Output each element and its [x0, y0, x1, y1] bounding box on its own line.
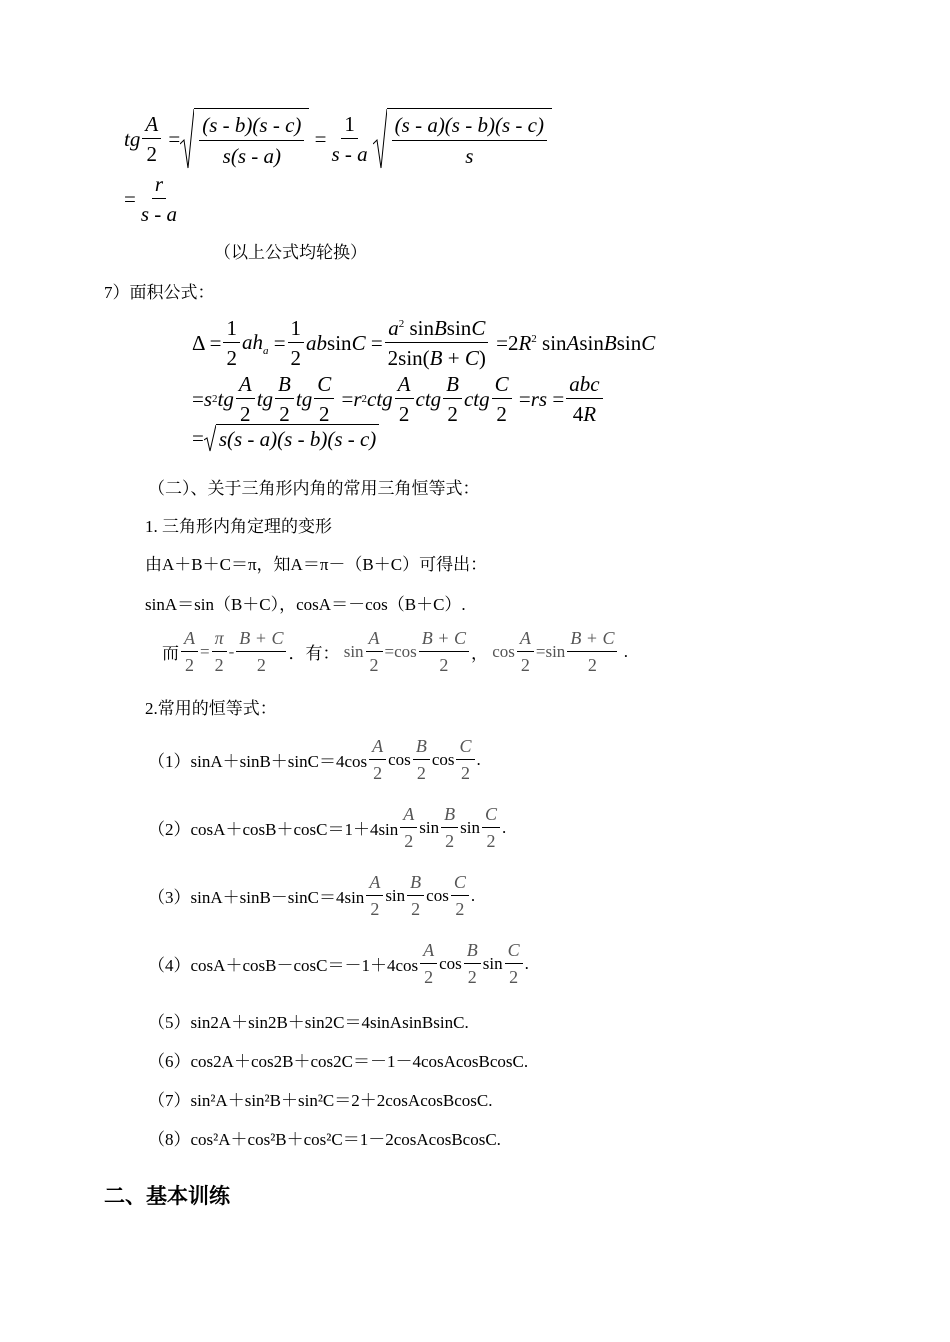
- area-formula-line3: = s(s - a)(s - b)(s - c): [192, 424, 379, 452]
- note-rotate: （以上公式均轮换）: [214, 243, 367, 262]
- identity-3: （3） sinA＋sinB－sinC＝4sin $\frac{A}{2}$ sin $\frac{B}{2}$ cos $\frac{C}{2}$ .: [148, 872, 476, 919]
- identity-5: （5） sin2A＋sin2B＋sin2C＝4sinAsinBsinC.: [148, 1013, 469, 1032]
- identity-7: （7） sin²A＋sin²B＋sin²C＝2＋2cosAcosBcosC.: [148, 1091, 493, 1110]
- item1-line1: 由A＋B＋C＝π，知A＝π－（B＋C）可得出：: [145, 555, 488, 574]
- area-formula-line2: = s 2 tg $\frac{A}{2}$ tg $\frac{B}{2}$ tg $\frac{C}{2}$ = r 2 ctg $\frac{A}{2}$ ctg $\frac{B}{2}$ ctg $\frac{C}{2}$ = rs = $\frac{\text{abc}}{4R}$: [192, 372, 605, 426]
- formula-tg-half-angle-r: = $\frac{r}{s - a}$: [124, 172, 178, 227]
- identity-6: （6） cos2A＋cos2B＋cos2C＝－1－4cosAcosBcosC.: [148, 1052, 529, 1071]
- identity-2: （2） cosA＋cosB＋cosC＝1＋4sin $\frac{A}{2}$ sin $\frac{B}{2}$ sin $\frac{C}{2}$ .: [148, 804, 507, 851]
- item1-line2: sinA＝sin（B＋C），cosA＝－cos（B＋C）.: [145, 595, 466, 614]
- item2-title: 2.常用的恒等式：: [145, 699, 277, 718]
- section2-title: （二）、关于三角形内角的常用三角恒等式：: [148, 479, 480, 498]
- item1-title: 1. 三角形内角定理的变形: [145, 517, 332, 536]
- identity-4: （4） cosA＋cosB－cosC＝－1＋4cos $\frac{A}{2}$ cos $\frac{B}{2}$ sin $\frac{C}{2}$ .: [148, 940, 529, 987]
- area-formula-line1: Δ = $\frac{1}{2}$ $ah_a$ = $\frac{1}{2}$ ab sin C = $\frac{a^2 sinBsinC}{2\sin(B + C)}$ $=2R^2$ sinAsinBsinC: [192, 316, 656, 371]
- section-basic-training: 二、基本训练: [104, 1184, 230, 1208]
- identity-8: （8） cos²A＋cos²B＋cos²C＝1－2cosAcosBcosC.: [148, 1130, 501, 1149]
- item1-line3: 而 $\frac{A}{2}$ = $\frac{\pi}{2}$ - $\frac{B + C}{2}$ ．有： sin $\frac{A}{2}$ =cos $\frac{B + C}{2}$ ， cos $\frac{A}{2}$ =sin $\frac{B + C}{2}$ .: [162, 628, 628, 675]
- formula-tg-half-angle: tg $\frac{A}{2}$ = $\frac{(s - b)(s - c)}{s(s - a)}$ = $\frac{1}{s - a}$ $\frac{(s - a)(s - b)(s - c)}{s}$: [124, 108, 552, 170]
- identity-1: （1） sinA＋sinB＋sinC＝4cos $\frac{A}{2}$ cos $\frac{B}{2}$ cos $\frac{C}{2}$ .: [148, 736, 481, 783]
- area-heading: 7）面积公式：: [104, 283, 215, 302]
